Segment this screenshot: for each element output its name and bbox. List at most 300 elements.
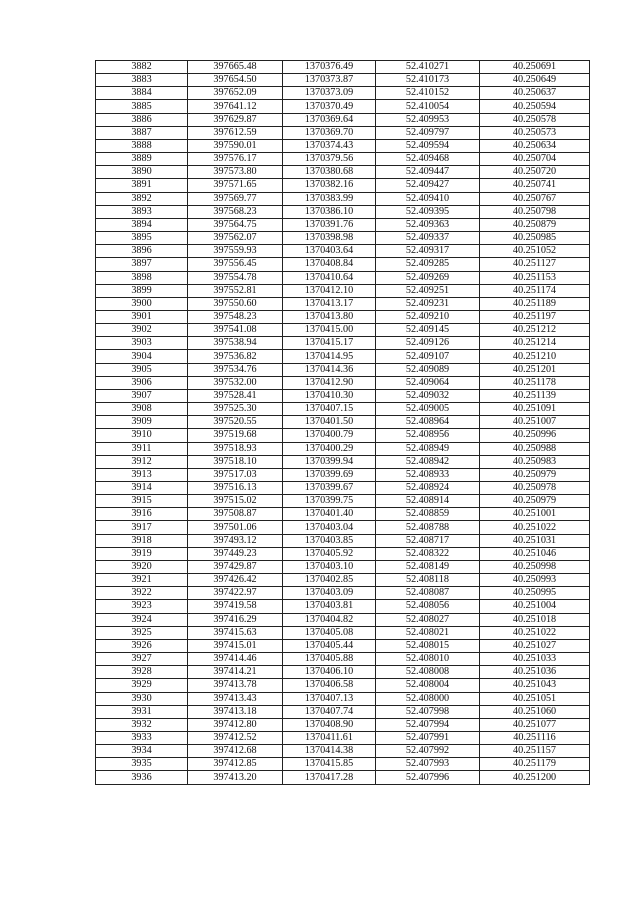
point-number-cell: 3894: [96, 218, 188, 231]
table-row: [96, 100, 590, 113]
y-coordinate-cell: 1370410.30: [283, 389, 376, 402]
latitude-cell: 52.409395: [376, 205, 480, 218]
x-coordinate-cell: 397519.68: [188, 429, 283, 442]
point-number-cell: 3908: [96, 403, 188, 416]
y-coordinate-cell: 1370403.09: [283, 587, 376, 600]
y-coordinate-cell: 1370413.80: [283, 310, 376, 323]
latitude-cell: 52.409594: [376, 139, 480, 152]
y-coordinate-cell: 1370398.98: [283, 232, 376, 245]
y-coordinate-cell: 1370403.85: [283, 534, 376, 547]
x-coordinate-cell: 397652.09: [188, 87, 283, 100]
point-number-cell: 3910: [96, 429, 188, 442]
x-coordinate-cell: 397562.07: [188, 232, 283, 245]
point-number-cell: 3883: [96, 74, 188, 87]
x-coordinate-cell: 397493.12: [188, 534, 283, 547]
table-row: [96, 718, 590, 731]
latitude-cell: 52.407998: [376, 705, 480, 718]
point-number-cell: 3885: [96, 100, 188, 113]
longitude-cell: 40.250978: [480, 482, 590, 495]
latitude-cell: 52.410054: [376, 100, 480, 113]
y-coordinate-cell: 1370410.64: [283, 271, 376, 284]
point-number-cell: 3896: [96, 245, 188, 258]
point-number-cell: 3895: [96, 232, 188, 245]
latitude-cell: 52.408118: [376, 574, 480, 587]
latitude-cell: 52.408015: [376, 639, 480, 652]
y-coordinate-cell: 1370403.64: [283, 245, 376, 258]
point-number-cell: 3931: [96, 705, 188, 718]
x-coordinate-cell: 397554.78: [188, 271, 283, 284]
latitude-cell: 52.410271: [376, 61, 480, 74]
latitude-cell: 52.409126: [376, 337, 480, 350]
y-coordinate-cell: 1370407.15: [283, 403, 376, 416]
longitude-cell: 40.251060: [480, 705, 590, 718]
point-number-cell: 3900: [96, 297, 188, 310]
y-coordinate-cell: 1370402.85: [283, 574, 376, 587]
point-number-cell: 3920: [96, 560, 188, 573]
longitude-cell: 40.251157: [480, 745, 590, 758]
longitude-cell: 40.250983: [480, 455, 590, 468]
longitude-cell: 40.251091: [480, 403, 590, 416]
point-number-cell: 3888: [96, 139, 188, 152]
point-number-cell: 3907: [96, 389, 188, 402]
latitude-cell: 52.408010: [376, 653, 480, 666]
point-number-cell: 3926: [96, 639, 188, 652]
latitude-cell: 52.409032: [376, 389, 480, 402]
latitude-cell: 52.409251: [376, 284, 480, 297]
point-number-cell: 3935: [96, 758, 188, 771]
table-row: [96, 587, 590, 600]
longitude-cell: 40.250979: [480, 468, 590, 481]
point-number-cell: 3921: [96, 574, 188, 587]
x-coordinate-cell: 397552.81: [188, 284, 283, 297]
latitude-cell: 52.410152: [376, 87, 480, 100]
longitude-cell: 40.250691: [480, 61, 590, 74]
longitude-cell: 40.251116: [480, 731, 590, 744]
point-number-cell: 3913: [96, 468, 188, 481]
y-coordinate-cell: 1370391.76: [283, 218, 376, 231]
x-coordinate-cell: 397528.41: [188, 389, 283, 402]
x-coordinate-cell: 397419.58: [188, 600, 283, 613]
table-row: [96, 495, 590, 508]
x-coordinate-cell: 397532.00: [188, 376, 283, 389]
longitude-cell: 40.251004: [480, 600, 590, 613]
table-row: [96, 442, 590, 455]
table-row: [96, 416, 590, 429]
point-number-cell: 3916: [96, 508, 188, 521]
table-row: [96, 560, 590, 573]
y-coordinate-cell: 1370400.29: [283, 442, 376, 455]
longitude-cell: 40.251001: [480, 508, 590, 521]
x-coordinate-cell: 397449.23: [188, 547, 283, 560]
x-coordinate-cell: 397415.63: [188, 626, 283, 639]
point-number-cell: 3886: [96, 113, 188, 126]
point-number-cell: 3887: [96, 126, 188, 139]
point-number-cell: 3884: [96, 87, 188, 100]
table-row: [96, 74, 590, 87]
x-coordinate-cell: 397517.03: [188, 468, 283, 481]
y-coordinate-cell: 1370407.74: [283, 705, 376, 718]
longitude-cell: 40.251212: [480, 324, 590, 337]
longitude-cell: 40.251178: [480, 376, 590, 389]
latitude-cell: 52.407991: [376, 731, 480, 744]
latitude-cell: 52.409064: [376, 376, 480, 389]
longitude-cell: 40.251022: [480, 626, 590, 639]
latitude-cell: 52.409797: [376, 126, 480, 139]
y-coordinate-cell: 1370380.68: [283, 166, 376, 179]
latitude-cell: 52.409337: [376, 232, 480, 245]
x-coordinate-cell: 397412.52: [188, 731, 283, 744]
latitude-cell: 52.408056: [376, 600, 480, 613]
y-coordinate-cell: 1370403.81: [283, 600, 376, 613]
y-coordinate-cell: 1370399.75: [283, 495, 376, 508]
longitude-cell: 40.251153: [480, 271, 590, 284]
table-row: [96, 232, 590, 245]
table-row: [96, 126, 590, 139]
table-row: [96, 389, 590, 402]
latitude-cell: 52.408149: [376, 560, 480, 573]
x-coordinate-cell: 397538.94: [188, 337, 283, 350]
latitude-cell: 52.409145: [376, 324, 480, 337]
longitude-cell: 40.251077: [480, 718, 590, 731]
point-number-cell: 3917: [96, 521, 188, 534]
table-row: [96, 468, 590, 481]
table-row: [96, 153, 590, 166]
latitude-cell: 52.410173: [376, 74, 480, 87]
latitude-cell: 52.409468: [376, 153, 480, 166]
table-row: [96, 508, 590, 521]
longitude-cell: 40.250996: [480, 429, 590, 442]
table-row: [96, 166, 590, 179]
x-coordinate-cell: 397641.12: [188, 100, 283, 113]
longitude-cell: 40.250720: [480, 166, 590, 179]
y-coordinate-cell: 1370405.08: [283, 626, 376, 639]
longitude-cell: 40.251036: [480, 666, 590, 679]
y-coordinate-cell: 1370403.10: [283, 560, 376, 573]
table-row: [96, 271, 590, 284]
y-coordinate-cell: 1370401.40: [283, 508, 376, 521]
latitude-cell: 52.407996: [376, 771, 480, 784]
y-coordinate-cell: 1370414.38: [283, 745, 376, 758]
latitude-cell: 52.407992: [376, 745, 480, 758]
longitude-cell: 40.250704: [480, 153, 590, 166]
latitude-cell: 52.407994: [376, 718, 480, 731]
longitude-cell: 40.251018: [480, 613, 590, 626]
table-row: [96, 639, 590, 652]
y-coordinate-cell: 1370369.70: [283, 126, 376, 139]
table-row: [96, 376, 590, 389]
y-coordinate-cell: 1370399.69: [283, 468, 376, 481]
latitude-cell: 52.408004: [376, 679, 480, 692]
latitude-cell: 52.409410: [376, 192, 480, 205]
table-row: [96, 613, 590, 626]
point-number-cell: 3922: [96, 587, 188, 600]
table-row: [96, 337, 590, 350]
point-number-cell: 3890: [96, 166, 188, 179]
latitude-cell: 52.409231: [376, 297, 480, 310]
x-coordinate-cell: 397413.78: [188, 679, 283, 692]
y-coordinate-cell: 1370415.17: [283, 337, 376, 350]
latitude-cell: 52.409269: [376, 271, 480, 284]
x-coordinate-cell: 397412.68: [188, 745, 283, 758]
point-number-cell: 3898: [96, 271, 188, 284]
y-coordinate-cell: 1370415.85: [283, 758, 376, 771]
x-coordinate-cell: 397569.77: [188, 192, 283, 205]
x-coordinate-cell: 397422.97: [188, 587, 283, 600]
longitude-cell: 40.250993: [480, 574, 590, 587]
table-row: [96, 284, 590, 297]
table-row: [96, 350, 590, 363]
longitude-cell: 40.250879: [480, 218, 590, 231]
latitude-cell: 52.408859: [376, 508, 480, 521]
x-coordinate-cell: 397556.45: [188, 258, 283, 271]
longitude-cell: 40.251022: [480, 521, 590, 534]
latitude-cell: 52.409447: [376, 166, 480, 179]
point-number-cell: 3893: [96, 205, 188, 218]
longitude-cell: 40.250573: [480, 126, 590, 139]
latitude-cell: 52.408000: [376, 692, 480, 705]
longitude-cell: 40.251201: [480, 363, 590, 376]
latitude-cell: 52.409363: [376, 218, 480, 231]
table-row: [96, 771, 590, 784]
point-number-cell: 3892: [96, 192, 188, 205]
coordinates-table-body: [96, 61, 590, 785]
point-number-cell: 3933: [96, 731, 188, 744]
latitude-cell: 52.408956: [376, 429, 480, 442]
x-coordinate-cell: 397573.80: [188, 166, 283, 179]
longitude-cell: 40.251046: [480, 547, 590, 560]
table-row: [96, 363, 590, 376]
point-number-cell: 3911: [96, 442, 188, 455]
point-number-cell: 3936: [96, 771, 188, 784]
point-number-cell: 3903: [96, 337, 188, 350]
x-coordinate-cell: 397413.18: [188, 705, 283, 718]
point-number-cell: 3925: [96, 626, 188, 639]
latitude-cell: 52.409953: [376, 113, 480, 126]
longitude-cell: 40.250578: [480, 113, 590, 126]
y-coordinate-cell: 1370376.49: [283, 61, 376, 74]
longitude-cell: 40.250995: [480, 587, 590, 600]
table-row: [96, 403, 590, 416]
x-coordinate-cell: 397525.30: [188, 403, 283, 416]
x-coordinate-cell: 397414.21: [188, 666, 283, 679]
latitude-cell: 52.408027: [376, 613, 480, 626]
table-row: [96, 731, 590, 744]
y-coordinate-cell: 1370370.49: [283, 100, 376, 113]
x-coordinate-cell: 397534.76: [188, 363, 283, 376]
latitude-cell: 52.408788: [376, 521, 480, 534]
point-number-cell: 3882: [96, 61, 188, 74]
y-coordinate-cell: 1370406.10: [283, 666, 376, 679]
y-coordinate-cell: 1370400.79: [283, 429, 376, 442]
x-coordinate-cell: 397412.85: [188, 758, 283, 771]
longitude-cell: 40.251200: [480, 771, 590, 784]
x-coordinate-cell: 397518.93: [188, 442, 283, 455]
point-number-cell: 3891: [96, 179, 188, 192]
point-number-cell: 3924: [96, 613, 188, 626]
table-row: [96, 179, 590, 192]
point-number-cell: 3914: [96, 482, 188, 495]
longitude-cell: 40.251139: [480, 389, 590, 402]
longitude-cell: 40.251052: [480, 245, 590, 258]
latitude-cell: 52.408021: [376, 626, 480, 639]
longitude-cell: 40.251197: [480, 310, 590, 323]
x-coordinate-cell: 397416.29: [188, 613, 283, 626]
x-coordinate-cell: 397429.87: [188, 560, 283, 573]
table-row: [96, 482, 590, 495]
latitude-cell: 52.408717: [376, 534, 480, 547]
longitude-cell: 40.251189: [480, 297, 590, 310]
latitude-cell: 52.409107: [376, 350, 480, 363]
point-number-cell: 3901: [96, 310, 188, 323]
x-coordinate-cell: 397548.23: [188, 310, 283, 323]
longitude-cell: 40.251031: [480, 534, 590, 547]
latitude-cell: 52.408964: [376, 416, 480, 429]
point-number-cell: 3934: [96, 745, 188, 758]
table-row: [96, 139, 590, 152]
y-coordinate-cell: 1370406.58: [283, 679, 376, 692]
table-row: [96, 574, 590, 587]
table-row: [96, 626, 590, 639]
table-row: [96, 113, 590, 126]
x-coordinate-cell: 397541.08: [188, 324, 283, 337]
table-row: [96, 653, 590, 666]
y-coordinate-cell: 1370408.90: [283, 718, 376, 731]
table-row: [96, 245, 590, 258]
table-row: [96, 218, 590, 231]
longitude-cell: 40.251174: [480, 284, 590, 297]
x-coordinate-cell: 397564.75: [188, 218, 283, 231]
y-coordinate-cell: 1370412.90: [283, 376, 376, 389]
point-number-cell: 3906: [96, 376, 188, 389]
latitude-cell: 52.408942: [376, 455, 480, 468]
point-number-cell: 3889: [96, 153, 188, 166]
table-row: [96, 192, 590, 205]
x-coordinate-cell: 397568.23: [188, 205, 283, 218]
table-row: [96, 521, 590, 534]
point-number-cell: 3912: [96, 455, 188, 468]
table-row: [96, 61, 590, 74]
latitude-cell: 52.408087: [376, 587, 480, 600]
y-coordinate-cell: 1370383.99: [283, 192, 376, 205]
y-coordinate-cell: 1370399.67: [283, 482, 376, 495]
x-coordinate-cell: 397518.10: [188, 455, 283, 468]
table-row: [96, 310, 590, 323]
x-coordinate-cell: 397426.42: [188, 574, 283, 587]
y-coordinate-cell: 1370414.36: [283, 363, 376, 376]
y-coordinate-cell: 1370379.56: [283, 153, 376, 166]
table-row: [96, 758, 590, 771]
x-coordinate-cell: 397508.87: [188, 508, 283, 521]
table-row: [96, 87, 590, 100]
table-row: [96, 745, 590, 758]
latitude-cell: 52.408008: [376, 666, 480, 679]
x-coordinate-cell: 397412.80: [188, 718, 283, 731]
point-number-cell: 3923: [96, 600, 188, 613]
longitude-cell: 40.251179: [480, 758, 590, 771]
longitude-cell: 40.251051: [480, 692, 590, 705]
latitude-cell: 52.409427: [376, 179, 480, 192]
table-row: [96, 258, 590, 271]
latitude-cell: 52.409089: [376, 363, 480, 376]
point-number-cell: 3927: [96, 653, 188, 666]
longitude-cell: 40.250767: [480, 192, 590, 205]
latitude-cell: 52.408924: [376, 482, 480, 495]
x-coordinate-cell: 397559.93: [188, 245, 283, 258]
y-coordinate-cell: 1370417.28: [283, 771, 376, 784]
latitude-cell: 52.407993: [376, 758, 480, 771]
y-coordinate-cell: 1370408.84: [283, 258, 376, 271]
x-coordinate-cell: 397571.65: [188, 179, 283, 192]
table-row: [96, 324, 590, 337]
longitude-cell: 40.251210: [480, 350, 590, 363]
x-coordinate-cell: 397550.60: [188, 297, 283, 310]
x-coordinate-cell: 397520.55: [188, 416, 283, 429]
y-coordinate-cell: 1370374.43: [283, 139, 376, 152]
x-coordinate-cell: 397665.48: [188, 61, 283, 74]
table-row: [96, 429, 590, 442]
x-coordinate-cell: 397515.02: [188, 495, 283, 508]
y-coordinate-cell: 1370405.92: [283, 547, 376, 560]
longitude-cell: 40.251127: [480, 258, 590, 271]
latitude-cell: 52.408949: [376, 442, 480, 455]
longitude-cell: 40.251033: [480, 653, 590, 666]
x-coordinate-cell: 397413.20: [188, 771, 283, 784]
x-coordinate-cell: 397536.82: [188, 350, 283, 363]
longitude-cell: 40.250979: [480, 495, 590, 508]
y-coordinate-cell: 1370414.95: [283, 350, 376, 363]
y-coordinate-cell: 1370373.87: [283, 74, 376, 87]
y-coordinate-cell: 1370386.10: [283, 205, 376, 218]
latitude-cell: 52.409317: [376, 245, 480, 258]
table-row: [96, 205, 590, 218]
y-coordinate-cell: 1370413.17: [283, 297, 376, 310]
y-coordinate-cell: 1370401.50: [283, 416, 376, 429]
table-row: [96, 705, 590, 718]
point-number-cell: 3930: [96, 692, 188, 705]
y-coordinate-cell: 1370403.04: [283, 521, 376, 534]
longitude-cell: 40.250985: [480, 232, 590, 245]
table-row: [96, 534, 590, 547]
longitude-cell: 40.250798: [480, 205, 590, 218]
table-row: [96, 455, 590, 468]
y-coordinate-cell: 1370399.94: [283, 455, 376, 468]
point-number-cell: 3932: [96, 718, 188, 731]
y-coordinate-cell: 1370405.88: [283, 653, 376, 666]
y-coordinate-cell: 1370373.09: [283, 87, 376, 100]
latitude-cell: 52.408914: [376, 495, 480, 508]
longitude-cell: 40.251043: [480, 679, 590, 692]
x-coordinate-cell: 397501.06: [188, 521, 283, 534]
point-number-cell: 3905: [96, 363, 188, 376]
point-number-cell: 3929: [96, 679, 188, 692]
y-coordinate-cell: 1370382.16: [283, 179, 376, 192]
latitude-cell: 52.409210: [376, 310, 480, 323]
x-coordinate-cell: 397415.01: [188, 639, 283, 652]
x-coordinate-cell: 397629.87: [188, 113, 283, 126]
point-number-cell: 3904: [96, 350, 188, 363]
x-coordinate-cell: 397590.01: [188, 139, 283, 152]
latitude-cell: 52.409285: [376, 258, 480, 271]
longitude-cell: 40.250634: [480, 139, 590, 152]
latitude-cell: 52.409005: [376, 403, 480, 416]
y-coordinate-cell: 1370412.10: [283, 284, 376, 297]
point-number-cell: 3909: [96, 416, 188, 429]
x-coordinate-cell: 397414.46: [188, 653, 283, 666]
x-coordinate-cell: 397413.43: [188, 692, 283, 705]
y-coordinate-cell: 1370369.64: [283, 113, 376, 126]
point-number-cell: 3919: [96, 547, 188, 560]
x-coordinate-cell: 397576.17: [188, 153, 283, 166]
